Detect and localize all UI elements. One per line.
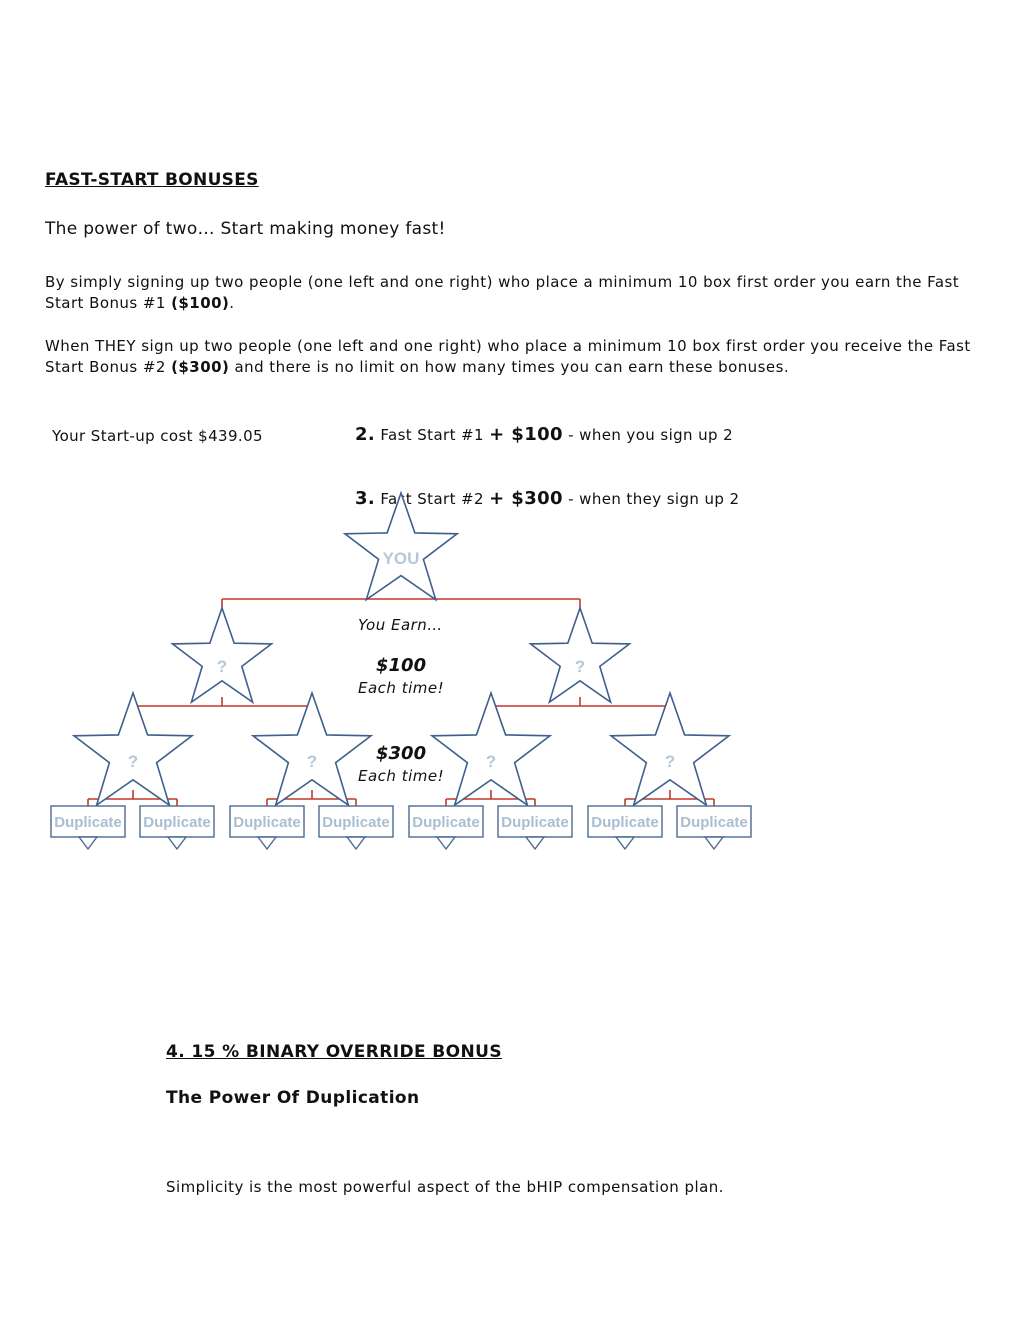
star-level2-3-label: ? — [485, 752, 497, 771]
star-you-label: YOU — [382, 549, 420, 568]
duplicate-box-1-label: Duplicate — [54, 814, 122, 831]
star-level2-4 — [611, 693, 729, 805]
step-label: Fast Start #1 — [375, 426, 490, 444]
earn-amount-300: $300 — [376, 743, 427, 764]
duplicate-box-1-arrow — [79, 837, 97, 849]
paragraph-end: and there is no limit on how many times you can earn these bonuses. — [229, 358, 790, 376]
duplicate-box-2-arrow — [168, 837, 186, 849]
step-label: Fast Start #2 — [375, 490, 490, 508]
star-level2-1 — [74, 693, 192, 805]
duplicate-box-2-label: Duplicate — [143, 814, 211, 831]
step-note: - when they sign up 2 — [563, 490, 740, 508]
each-time-label: Each time! — [358, 767, 445, 785]
section-body: Simplicity is the most powerful aspect of the bHIP compensation plan. — [166, 1178, 724, 1196]
duplicate-box-8-arrow — [705, 837, 723, 849]
duplicate-box-5-label: Duplicate — [412, 814, 480, 831]
section-heading-fast-start: FAST-START BONUSES — [45, 170, 259, 190]
duplicate-box-4-label: Duplicate — [322, 814, 390, 831]
duplicate-box-6-arrow — [526, 837, 544, 849]
bonus-amount: ($300) — [171, 358, 230, 376]
duplicate-box-3-arrow — [258, 837, 276, 849]
step-number: 2. — [355, 424, 376, 445]
section-heading-binary-override: 4. 15 % BINARY OVERRIDE BONUS — [166, 1042, 502, 1062]
section-subtitle: The Power Of Duplication — [166, 1088, 420, 1108]
star-level2-1-label: ? — [127, 752, 139, 771]
duplicate-box-5-arrow — [437, 837, 455, 849]
startup-cost: Your Start-up cost $439.05 — [52, 427, 263, 445]
bonus-amount: ($100) — [171, 294, 230, 312]
each-time-label: Each time! — [358, 679, 445, 697]
star-left — [173, 608, 272, 702]
duplicate-box-3-label: Duplicate — [233, 814, 301, 831]
step-number: 3. — [355, 488, 376, 509]
paragraph-text: By simply signing up two people (one left and one right) who place a minimum 10 box first order you earn the Fast Start Bonus #1 — [45, 273, 960, 312]
step-amount: + $300 — [489, 488, 563, 509]
paragraph-end: . — [229, 294, 235, 312]
star-level2-4-label: ? — [664, 752, 676, 771]
duplicate-box-4-arrow — [347, 837, 365, 849]
you-earn-label: You Earn… — [358, 616, 443, 634]
duplicate-box-7-arrow — [616, 837, 634, 849]
step-note: - when you sign up 2 — [563, 426, 734, 444]
star-right-label: ? — [574, 657, 586, 676]
duplicate-box-7-label: Duplicate — [591, 814, 659, 831]
star-right — [531, 608, 630, 702]
duplicate-box-8-label: Duplicate — [680, 814, 748, 831]
star-left-label: ? — [216, 657, 228, 676]
subtitle-power-of-two: The power of two… Start making money fast! — [45, 219, 446, 239]
star-level2-2-label: ? — [306, 752, 318, 771]
star-level2-3 — [432, 693, 550, 805]
earn-amount-100: $100 — [376, 655, 427, 676]
step-amount: + $100 — [489, 424, 563, 445]
star-level2-2 — [253, 693, 371, 805]
paragraph-text: When THEY sign up two people (one left and one right) who place a minimum 10 box first order you receive the Fast Start Bonus #2 — [45, 337, 971, 376]
duplicate-box-6-label: Duplicate — [501, 814, 569, 831]
star-you — [345, 493, 457, 600]
